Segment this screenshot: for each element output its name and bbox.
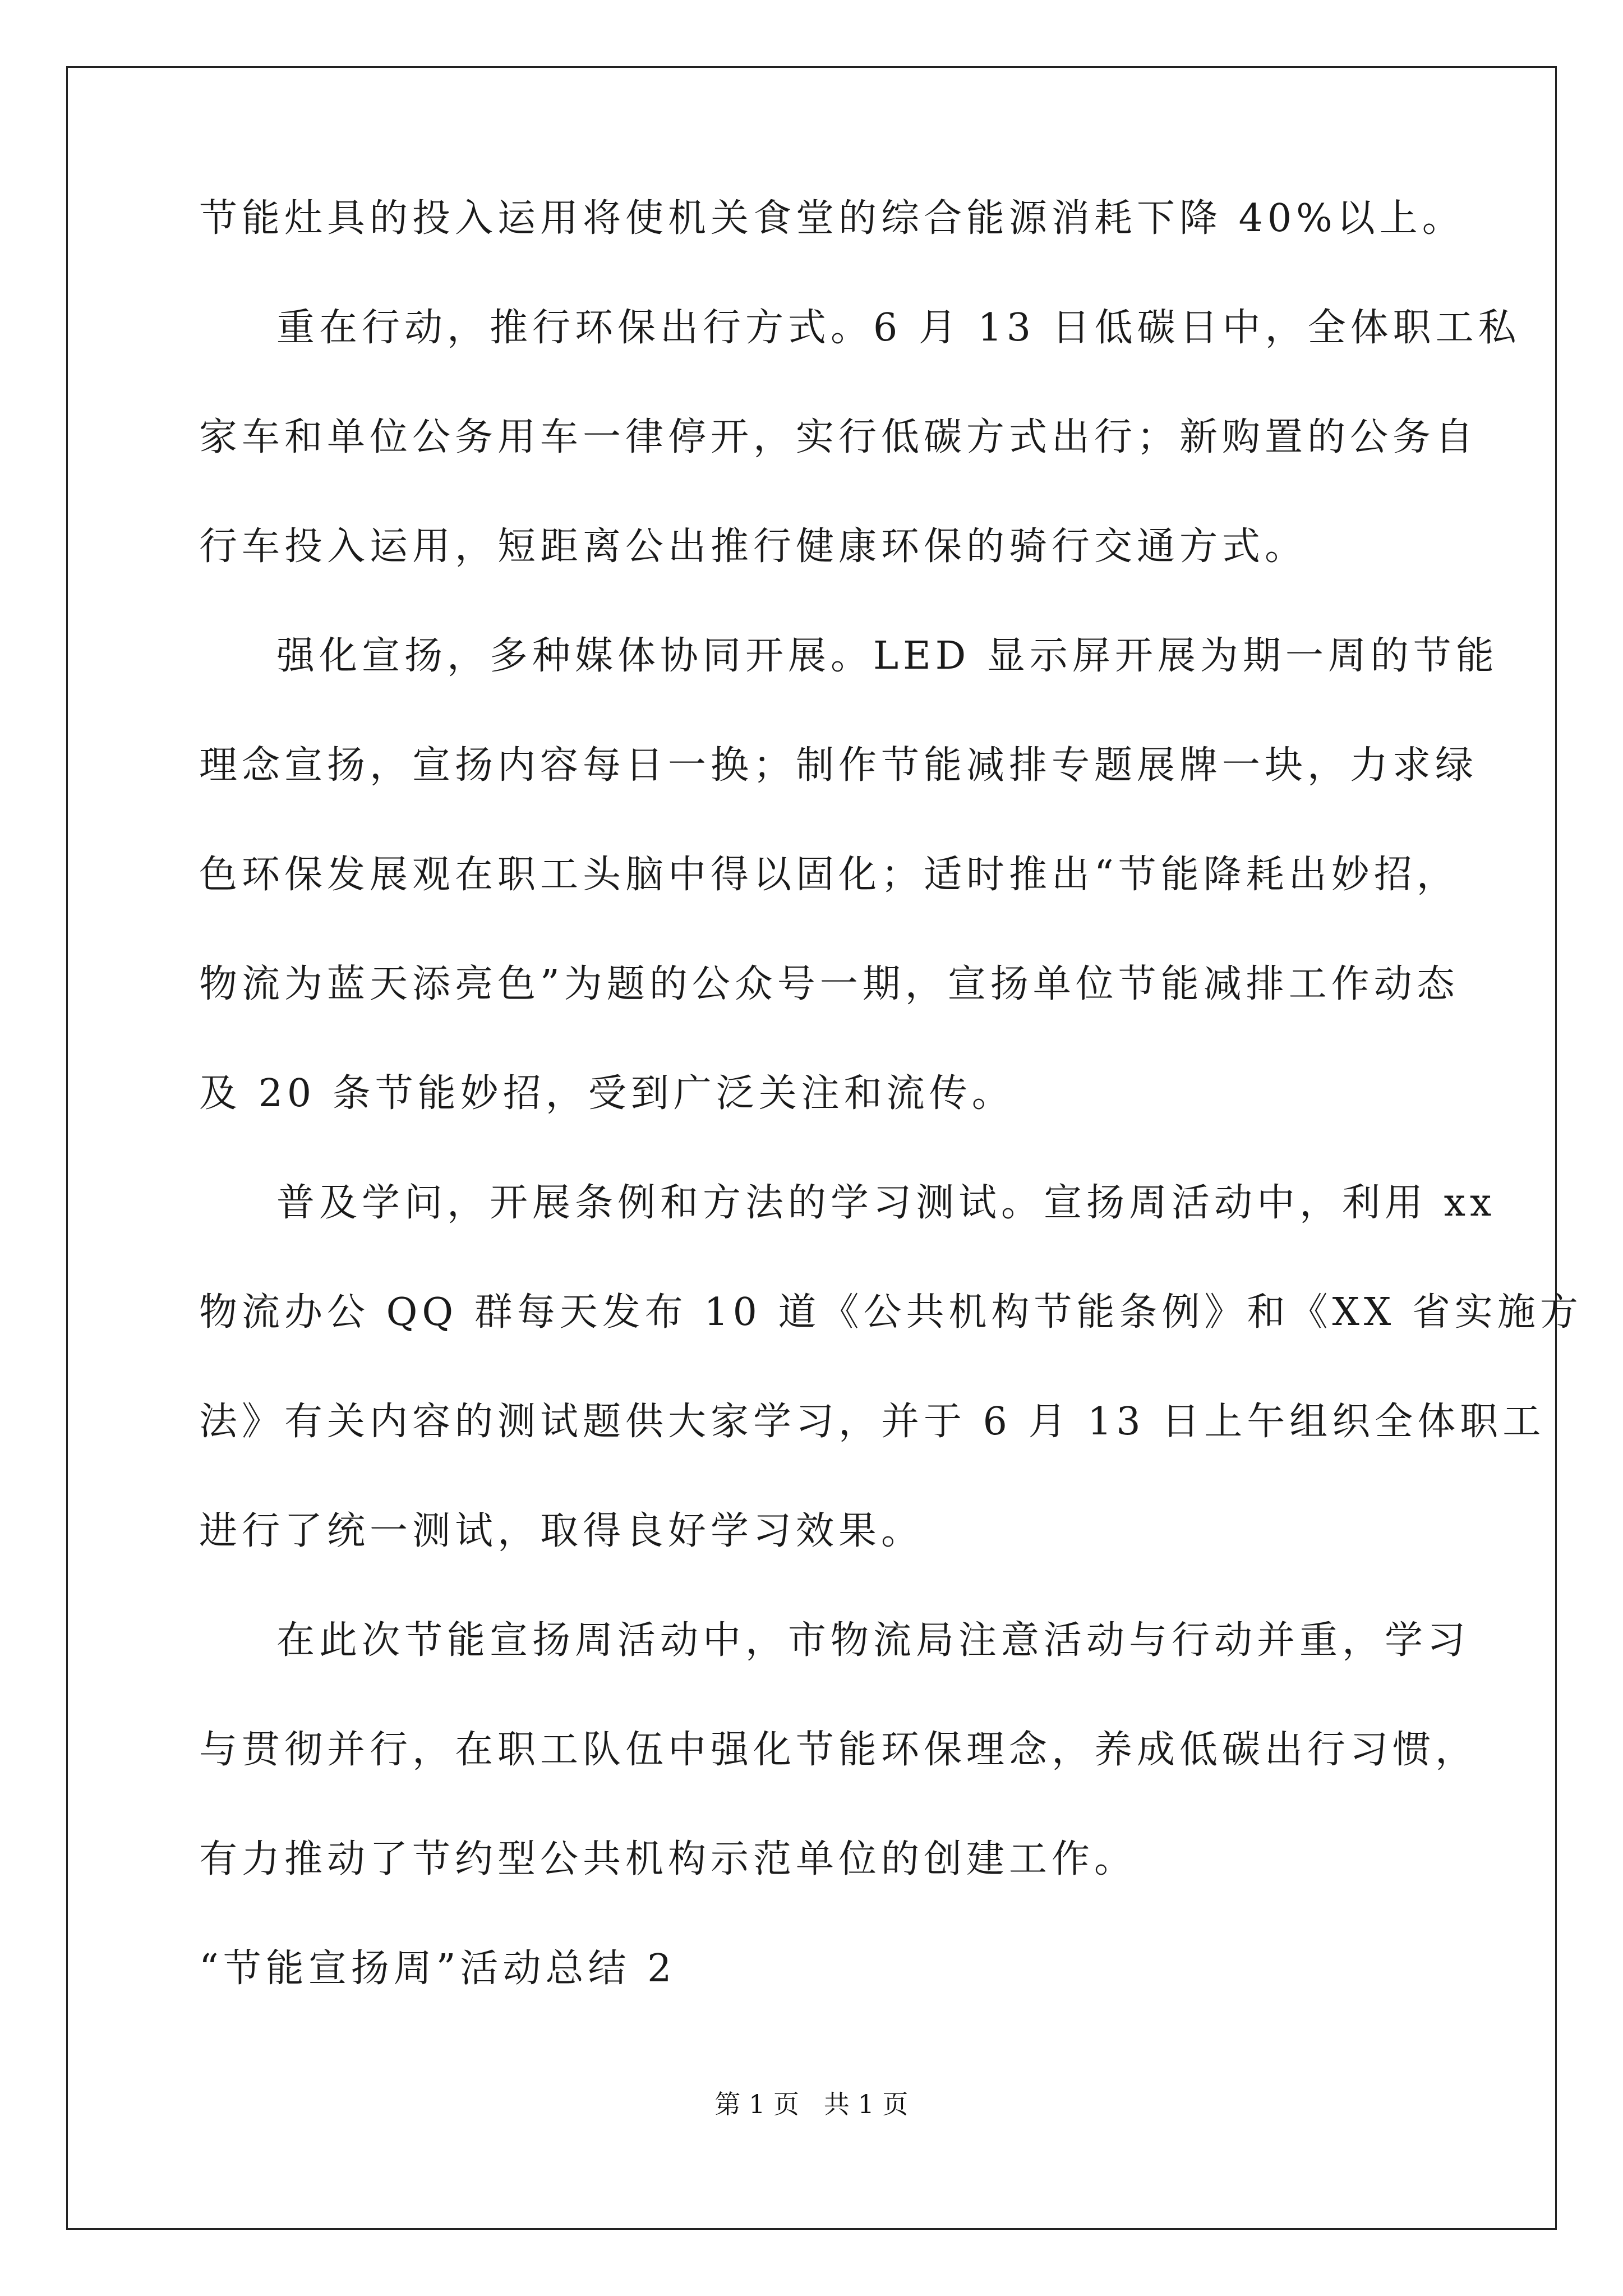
paragraph-line: 物流为蓝天添亮色”为题的公众号一期，宣扬单位节能减排工作动态	[199, 962, 1459, 1006]
paragraph-line: 行车投入运用，短距离公出推行健康环保的骑行交通方式。	[199, 524, 1308, 569]
paragraph-line: 与贯彻并行，在职工队伍中强化节能环保理念，养成低碳出行习惯，	[199, 1728, 1478, 1772]
paragraph-line: 有力推动了节约型公共机构示范单位的创建工作。	[199, 1837, 1137, 1881]
paragraph-line: 理念宣扬，宣扬内容每日一换；制作节能减排专题展牌一块，力求绿	[199, 743, 1478, 788]
paragraph-line: 普及学问，开展条例和方法的学习测试。宣扬周活动中，利用 xx	[276, 1181, 1496, 1225]
page-number-footer: 第 1 页 共 1 页	[714, 2089, 909, 2119]
paragraph-line: 在此次节能宣扬周活动中，市物流局注意活动与行动并重，学习	[276, 1618, 1470, 1663]
paragraph-line: 进行了统一测试，取得良好学习效果。	[199, 1509, 924, 1553]
section-heading: “节能宣扬周”活动总结 2	[199, 1947, 676, 1991]
paragraph-line: 节能灶具的投入运用将使机关食堂的综合能源消耗下降 40%以上。	[199, 196, 1465, 241]
paragraph-line: 物流办公 QQ 群每天发布 10 道《公共机构节能条例》和《XX 省实施方	[199, 1290, 1583, 1335]
paragraph-line: 家车和单位公务用车一律停开，实行低碳方式出行；新购置的公务自	[199, 415, 1478, 459]
paragraph-line: 重在行动，推行环保出行方式。6 月 13 日低碳日中，全体职工私	[276, 306, 1521, 350]
document-body	[199, 196, 1583, 1991]
paragraph-line: 色环保发展观在职工头脑中得以固化；适时推出“节能降耗出妙招，	[199, 853, 1459, 897]
paragraph-line: 法》有关内容的测试题供大家学习，并于 6 月 13 日上午组织全体职工	[199, 1400, 1546, 1444]
paragraph-line: 强化宣扬，多种媒体协同开展。LED 显示屏开展为期一周的节能	[276, 634, 1498, 678]
paragraph-line: 及 20 条节能妙招，受到广泛关注和流传。	[199, 1071, 1015, 1116]
